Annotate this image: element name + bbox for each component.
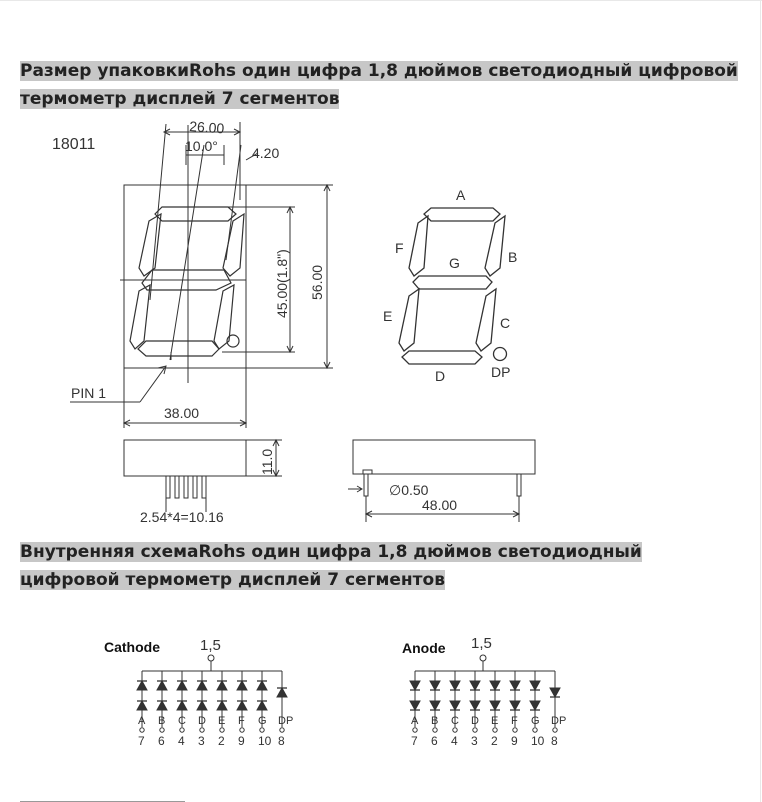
cathode-title: Cathode <box>104 639 160 655</box>
pin-node <box>180 728 184 732</box>
segment-label: C <box>178 715 186 727</box>
segment-label-f: F <box>395 240 404 256</box>
pin-node <box>473 728 477 732</box>
led-diode-icon <box>410 701 420 710</box>
anode-title: Anode <box>402 640 446 656</box>
led-diode-icon <box>450 701 460 710</box>
pin-node <box>220 728 224 732</box>
segment-label: D <box>198 715 206 727</box>
segment-label-dp: DP <box>491 364 511 380</box>
pin-number: 6 <box>431 734 438 748</box>
led-diode-icon <box>157 681 167 690</box>
pin-node <box>453 728 457 732</box>
front-view-body <box>124 185 246 368</box>
led-diode-icon <box>257 681 267 690</box>
segment-label-b: B <box>508 249 518 265</box>
pin-number: 8 <box>278 734 285 748</box>
segment-label: DP <box>278 715 294 727</box>
led-diode-icon <box>277 688 287 697</box>
led-diode-icon <box>410 681 420 690</box>
dimensions-heading-line1: Размер упаковкиRohs один цифра 1,8 дюймов светодиодный цифровой <box>20 61 738 81</box>
segment-label-g: G <box>449 255 460 271</box>
pin-number: 2 <box>218 734 225 748</box>
side-view-2-body <box>353 440 535 474</box>
pin-number: 8 <box>551 734 558 748</box>
segment-label: A <box>411 715 419 727</box>
segment-label-c: C <box>500 315 511 331</box>
part-number: 18011 <box>52 136 96 153</box>
segment-label-a: A <box>456 187 466 203</box>
schematic-heading-line2: цифровой термометр дисплей 7 сегментов <box>20 570 445 590</box>
page-right-border <box>760 0 761 802</box>
common-node <box>480 655 486 661</box>
segment-label: C <box>451 715 459 727</box>
led-diode-icon <box>510 701 520 710</box>
dim-side-height: 11.0 <box>259 448 275 475</box>
pin-number: 6 <box>158 734 165 748</box>
segment-label-d: D <box>435 368 446 384</box>
pin-node <box>200 728 204 732</box>
segment-label: F <box>238 715 245 727</box>
pin-node <box>413 728 417 732</box>
led-diode-icon <box>530 681 540 690</box>
dim-small: 4.20 <box>252 145 280 161</box>
pin1-label: PIN 1 <box>71 385 107 401</box>
dimensions-heading <box>20 57 760 113</box>
segment-label-e: E <box>383 308 393 324</box>
pin-node <box>140 728 144 732</box>
segment-label: B <box>431 715 439 727</box>
pin-number: 3 <box>471 734 478 748</box>
led-diode-icon <box>490 701 500 710</box>
segment-label: B <box>158 715 166 727</box>
led-diode-icon <box>470 701 480 710</box>
led-diode-icon <box>490 681 500 690</box>
led-diode-icon <box>550 688 560 697</box>
pin-number: 9 <box>238 734 245 748</box>
pin-node <box>433 728 437 732</box>
anode-schematic <box>400 633 600 753</box>
led-diode-icon <box>197 701 207 710</box>
front-view-digit <box>130 207 244 356</box>
pin-node <box>240 728 244 732</box>
cathode-schematic <box>100 633 300 753</box>
led-diode-icon <box>157 701 167 710</box>
led-diode-icon <box>137 681 147 690</box>
led-diode-icon <box>197 681 207 690</box>
led-diode-icon <box>430 701 440 710</box>
pin-node <box>160 728 164 732</box>
led-diode-icon <box>177 681 187 690</box>
pin-node <box>553 728 557 732</box>
pin-node <box>493 728 497 732</box>
segment-label: DP <box>551 715 567 727</box>
led-diode-icon <box>177 701 187 710</box>
segment-label: F <box>511 715 518 727</box>
segment-label: E <box>491 715 499 727</box>
dimensions-heading-line2: термометр дисплей 7 сегментов <box>20 89 340 109</box>
segment-label: G <box>258 715 267 727</box>
pin-number: 4 <box>178 734 185 748</box>
cathode-common-pins: 1,5 <box>200 637 221 654</box>
dim-top-width: 26.00 <box>188 118 225 137</box>
led-diode-icon <box>137 701 147 710</box>
pin-number: 9 <box>511 734 518 748</box>
led-diode-icon <box>237 701 247 710</box>
led-diode-icon <box>530 701 540 710</box>
segment-label: G <box>531 715 540 727</box>
page-top-border <box>0 0 762 1</box>
side-view-pins <box>166 476 206 498</box>
pin-number: 7 <box>411 734 418 748</box>
pin-number: 2 <box>491 734 498 748</box>
pin-number: 7 <box>138 734 145 748</box>
led-diode-icon <box>450 681 460 690</box>
anode-common-pins: 1,5 <box>471 635 492 652</box>
dim-body-height: 56.00 <box>309 264 325 300</box>
led-diode-icon <box>430 681 440 690</box>
dim-digit-height: 45.00(1.8") <box>274 249 290 318</box>
pin-number: 10 <box>258 734 272 748</box>
dim-pin-pitch: 2.54*4=10.16 <box>140 509 224 525</box>
side-view-body <box>124 440 246 476</box>
segment-label: E <box>218 715 226 727</box>
dim-body-width: 38.00 <box>164 405 200 421</box>
schematic-heading-line1: Внутренняя схемаRohs один цифра 1,8 дюймов светодиодный <box>20 542 642 562</box>
pin-node <box>280 728 284 732</box>
dim-segment-offset: 10.0° <box>185 138 218 154</box>
side-view-2-pin-right <box>517 474 521 496</box>
segment-label: A <box>138 715 146 727</box>
dim-pin-diameter: ∅0.50 <box>389 482 429 498</box>
led-diode-icon <box>217 681 227 690</box>
pin-number: 4 <box>451 734 458 748</box>
common-node <box>208 655 214 661</box>
schematic-heading <box>20 538 760 594</box>
segment-label: D <box>471 715 479 727</box>
segment-map-digit <box>399 208 507 364</box>
pin-node <box>260 728 264 732</box>
pin-number: 10 <box>531 734 545 748</box>
pin-node <box>513 728 517 732</box>
led-diode-icon <box>510 681 520 690</box>
led-diode-icon <box>237 681 247 690</box>
led-diode-icon <box>217 701 227 710</box>
led-diode-icon <box>257 701 267 710</box>
pin-number: 3 <box>198 734 205 748</box>
side-view-2-pin-left <box>364 474 368 496</box>
led-diode-icon <box>470 681 480 690</box>
dim-side-width: 48.00 <box>422 497 458 513</box>
pin-node <box>533 728 537 732</box>
